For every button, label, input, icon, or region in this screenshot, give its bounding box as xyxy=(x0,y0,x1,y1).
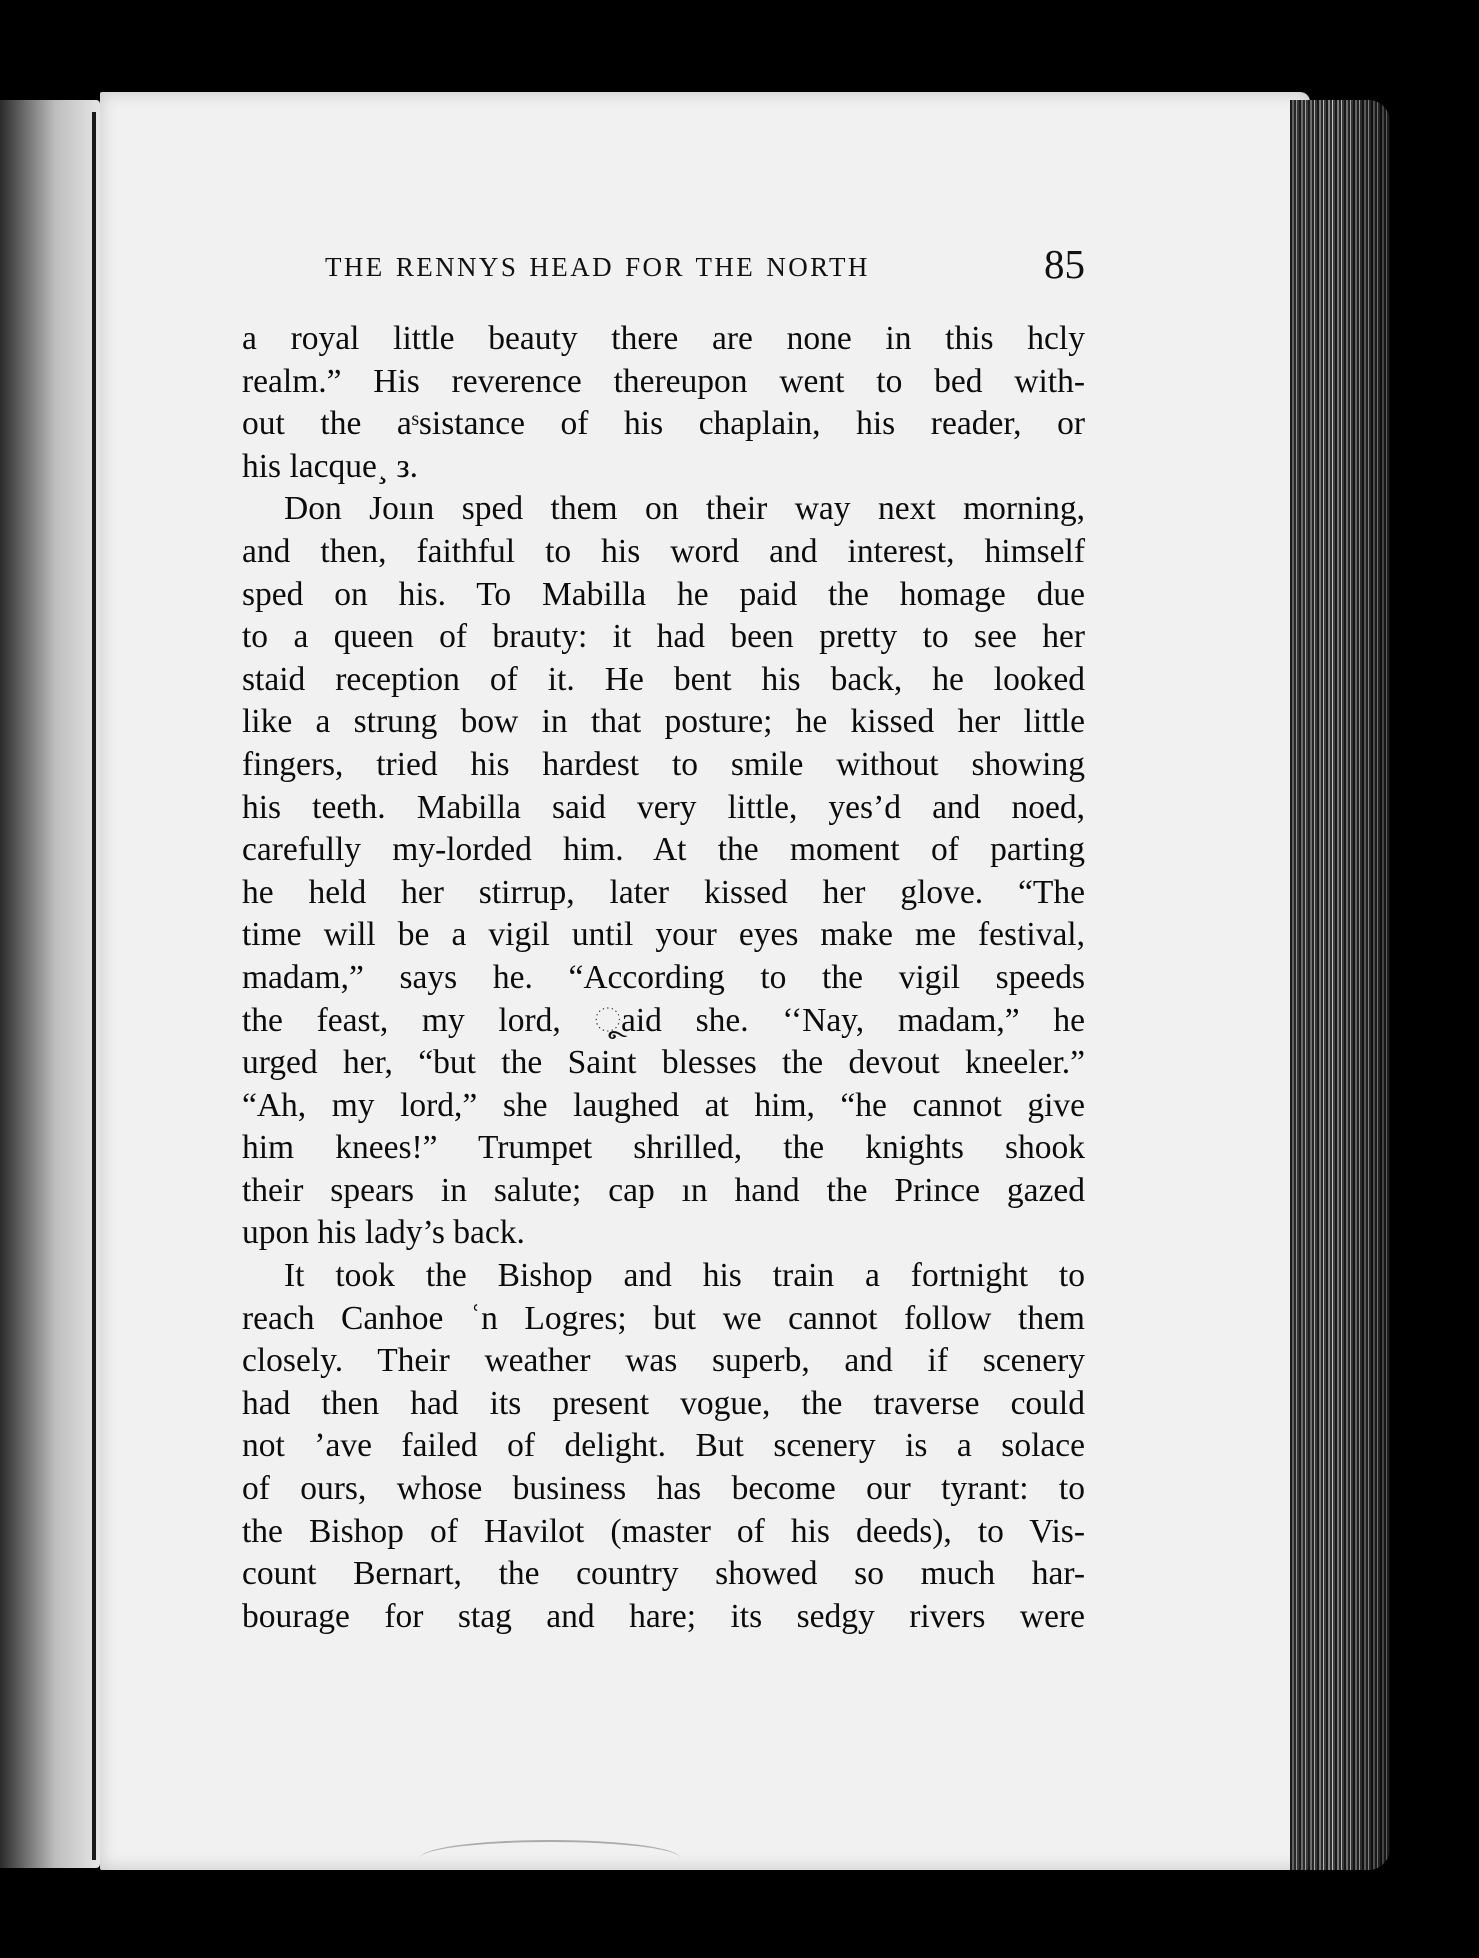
text-line: sped on his. To Mabilla he paid the homage due xyxy=(242,575,1085,613)
text-line: out the aˢsistance of his chaplain, his reader, or xyxy=(242,405,1085,443)
text-line: him knees!” Trumpet shrilled, the knights shook xyxy=(242,1129,1085,1167)
book-gutter xyxy=(92,112,96,1860)
text-line: and then, faithful to his word and interest, himself xyxy=(242,532,1085,570)
text-line: the Bishop of Havilot (master of his deeds), to Vis- xyxy=(242,1512,1085,1550)
text-line: like a strung bow in that posture; he kissed her little xyxy=(242,703,1085,741)
text-line: fingers, tried his hardest to smile without showing xyxy=(242,745,1085,783)
text-line: closely. Their weather was superb, and if scenery xyxy=(242,1342,1085,1380)
text-line: his teeth. Mabilla said very little, yes’d and noed, xyxy=(242,788,1085,826)
page-curl-mark xyxy=(420,1840,680,1876)
fore-edge-shadow xyxy=(1290,100,1390,1870)
text-line: urged her, “but the Saint blesses the devout kneeler.” xyxy=(242,1044,1085,1082)
facing-page-edge xyxy=(0,100,100,1868)
text-line: bourage for stag and hare; its sedgy rivers were xyxy=(242,1597,1085,1635)
text-line: staid reception of it. He bent his back, he looked xyxy=(242,660,1085,698)
text-line: Don Joıın sped them on their way next morning, xyxy=(284,490,1085,528)
text-line: his lacque¸ з. xyxy=(242,447,419,485)
running-title: THE RENNYS HEAD FOR THE NORTH xyxy=(325,252,870,282)
text-line: upon his lady’s back. xyxy=(242,1214,525,1252)
text-line: “Ah, my lord,” she laughed at him, “he cannot give xyxy=(242,1086,1085,1124)
text-line: realm.” His reverence thereupon went to bed with- xyxy=(242,362,1085,400)
text-line: madam,” says he. “According to the vigil speeds xyxy=(242,958,1085,996)
text-line: he held her stirrup, later kissed her glove. “The xyxy=(242,873,1085,911)
page-number: 85 xyxy=(1044,241,1085,287)
text-line: their spears in salute; cap ın hand the Prince gazed xyxy=(242,1171,1085,1209)
running-header xyxy=(245,240,1085,288)
body-text xyxy=(242,318,1085,1638)
text-line: reach Canhoe ʿn Logres; but we cannot follow them xyxy=(242,1299,1085,1337)
text-line: the feast, my lord, ૂaid she. ‘‘Nay, madam,” he xyxy=(242,1001,1085,1039)
text-line: had then had its present vogue, the traverse could xyxy=(242,1384,1085,1422)
text-line: to a queen of brauty: it had been pretty to see her xyxy=(242,618,1085,656)
text-line: count Bernart, the country showed so much har- xyxy=(242,1555,1085,1593)
text-line: time will be a vigil until your eyes make me festival, xyxy=(242,916,1085,954)
text-line: of ours, whose business has become our tyrant: to xyxy=(242,1470,1085,1508)
text-line: not ʼave failed of delight. But scenery is a solace xyxy=(242,1427,1085,1465)
text-line: a royal little beauty there are none in this hcly xyxy=(242,320,1085,357)
text-line: carefully my-lorded him. At the moment of parting xyxy=(242,831,1085,869)
text-line: It took the Bishop and his train a fortnight to xyxy=(284,1257,1085,1295)
